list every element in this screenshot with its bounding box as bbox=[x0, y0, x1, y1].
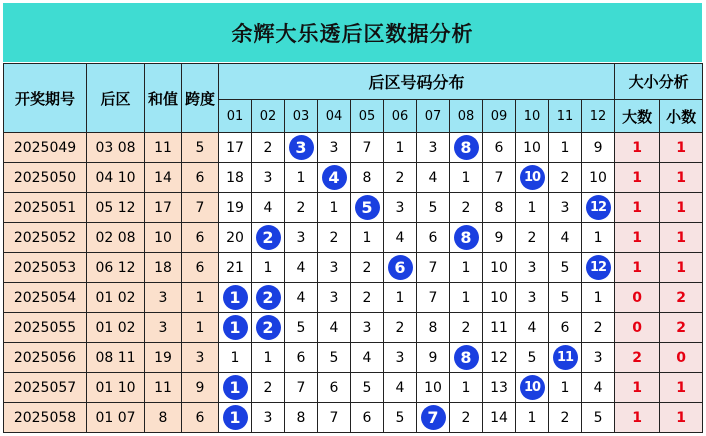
header-number-07: 07 bbox=[417, 100, 450, 133]
omission-cell: 6 bbox=[318, 373, 351, 403]
table-row bbox=[4, 193, 703, 223]
table-row bbox=[4, 343, 703, 373]
hit-cell bbox=[417, 403, 450, 433]
omission-cell: 4 bbox=[384, 223, 417, 253]
big-count-cell: 0 bbox=[615, 313, 660, 343]
sum-cell: 11 bbox=[145, 373, 182, 403]
hit-ball: 2 bbox=[256, 225, 281, 250]
span-cell: 9 bbox=[182, 373, 219, 403]
hit-cell bbox=[450, 223, 483, 253]
small-count-cell: 2 bbox=[660, 283, 703, 313]
table-row bbox=[4, 313, 703, 343]
small-count-cell: 1 bbox=[660, 193, 703, 223]
header-sum: 和值 bbox=[145, 64, 182, 133]
omission-cell: 3 bbox=[417, 133, 450, 163]
sum-cell: 14 bbox=[145, 163, 182, 193]
header-back: 后区 bbox=[87, 64, 145, 133]
omission-cell: 3 bbox=[318, 283, 351, 313]
omission-cell: 2 bbox=[450, 193, 483, 223]
omission-cell: 10 bbox=[483, 283, 516, 313]
omission-cell: 4 bbox=[384, 373, 417, 403]
sum-cell: 11 bbox=[145, 133, 182, 163]
table-row bbox=[4, 403, 703, 433]
omission-cell: 2 bbox=[252, 133, 285, 163]
omission-cell: 2 bbox=[285, 193, 318, 223]
small-count-cell: 1 bbox=[660, 253, 703, 283]
small-count-cell: 1 bbox=[660, 373, 703, 403]
period-cell: 2025055 bbox=[4, 313, 87, 343]
big-count-cell: 1 bbox=[615, 133, 660, 163]
omission-cell: 10 bbox=[483, 253, 516, 283]
omission-cell: 2 bbox=[384, 313, 417, 343]
omission-cell: 8 bbox=[483, 193, 516, 223]
omission-cell: 3 bbox=[351, 313, 384, 343]
omission-cell: 1 bbox=[384, 133, 417, 163]
hit-ball: 11 bbox=[553, 345, 578, 370]
hit-cell bbox=[516, 373, 549, 403]
omission-cell: 6 bbox=[417, 223, 450, 253]
hit-ball: 4 bbox=[322, 165, 347, 190]
omission-cell: 1 bbox=[516, 403, 549, 433]
omission-cell: 12 bbox=[483, 343, 516, 373]
omission-cell: 5 bbox=[549, 253, 582, 283]
hit-ball: 8 bbox=[454, 345, 479, 370]
hit-cell bbox=[582, 193, 615, 223]
omission-cell: 3 bbox=[318, 133, 351, 163]
period-cell: 2025056 bbox=[4, 343, 87, 373]
back-numbers-cell: 01 10 bbox=[87, 373, 145, 403]
omission-cell: 3 bbox=[252, 403, 285, 433]
omission-cell: 2 bbox=[549, 163, 582, 193]
period-cell: 2025049 bbox=[4, 133, 87, 163]
omission-cell: 3 bbox=[285, 223, 318, 253]
omission-cell: 7 bbox=[351, 133, 384, 163]
period-cell: 2025050 bbox=[4, 163, 87, 193]
omission-cell: 7 bbox=[318, 403, 351, 433]
omission-cell: 5 bbox=[549, 283, 582, 313]
hit-ball: 6 bbox=[388, 255, 413, 280]
back-numbers-cell: 01 02 bbox=[87, 283, 145, 313]
big-count-cell: 1 bbox=[615, 403, 660, 433]
omission-cell: 20 bbox=[219, 223, 252, 253]
omission-cell: 1 bbox=[351, 223, 384, 253]
omission-cell: 1 bbox=[219, 343, 252, 373]
back-numbers-cell: 01 07 bbox=[87, 403, 145, 433]
omission-cell: 4 bbox=[252, 193, 285, 223]
back-numbers-cell: 06 12 bbox=[87, 253, 145, 283]
sum-cell: 17 bbox=[145, 193, 182, 223]
omission-cell: 6 bbox=[351, 403, 384, 433]
omission-cell: 4 bbox=[285, 253, 318, 283]
omission-cell: 1 bbox=[549, 373, 582, 403]
table-row bbox=[4, 133, 703, 163]
omission-cell: 4 bbox=[318, 313, 351, 343]
omission-cell: 14 bbox=[483, 403, 516, 433]
header-number-04: 04 bbox=[318, 100, 351, 133]
omission-cell: 2 bbox=[450, 313, 483, 343]
omission-cell: 1 bbox=[582, 283, 615, 313]
small-count-cell: 1 bbox=[660, 403, 703, 433]
hit-cell bbox=[450, 343, 483, 373]
span-cell: 6 bbox=[182, 163, 219, 193]
span-cell: 6 bbox=[182, 403, 219, 433]
table-row bbox=[4, 373, 703, 403]
small-count-cell: 0 bbox=[660, 343, 703, 373]
header-span: 跨度 bbox=[182, 64, 219, 133]
big-count-cell: 1 bbox=[615, 193, 660, 223]
big-count-cell: 1 bbox=[615, 223, 660, 253]
hit-cell bbox=[252, 223, 285, 253]
omission-cell: 1 bbox=[450, 163, 483, 193]
omission-cell: 5 bbox=[384, 403, 417, 433]
omission-cell: 9 bbox=[417, 343, 450, 373]
back-numbers-cell: 08 11 bbox=[87, 343, 145, 373]
span-cell: 6 bbox=[182, 223, 219, 253]
omission-cell: 6 bbox=[549, 313, 582, 343]
small-count-cell: 2 bbox=[660, 313, 703, 343]
omission-cell: 7 bbox=[483, 163, 516, 193]
omission-cell: 3 bbox=[318, 253, 351, 283]
sum-cell: 8 bbox=[145, 403, 182, 433]
hit-cell bbox=[219, 373, 252, 403]
omission-cell: 4 bbox=[351, 343, 384, 373]
span-cell: 6 bbox=[182, 253, 219, 283]
table-row bbox=[4, 283, 703, 313]
omission-cell: 4 bbox=[417, 163, 450, 193]
header-number-01: 01 bbox=[219, 100, 252, 133]
omission-cell: 3 bbox=[549, 193, 582, 223]
hit-ball: 1 bbox=[223, 375, 248, 400]
hit-ball: 7 bbox=[421, 405, 446, 430]
hit-ball: 2 bbox=[256, 285, 281, 310]
omission-cell: 11 bbox=[483, 313, 516, 343]
back-numbers-cell: 02 08 bbox=[87, 223, 145, 253]
header-number-12: 12 bbox=[582, 100, 615, 133]
header-small: 小数 bbox=[660, 100, 703, 133]
table-row bbox=[4, 223, 703, 253]
omission-cell: 2 bbox=[351, 253, 384, 283]
omission-cell: 4 bbox=[582, 373, 615, 403]
header-number-11: 11 bbox=[549, 100, 582, 133]
hit-ball: 5 bbox=[355, 195, 380, 220]
omission-cell: 6 bbox=[483, 133, 516, 163]
big-count-cell: 2 bbox=[615, 343, 660, 373]
omission-cell: 3 bbox=[516, 253, 549, 283]
hit-ball: 3 bbox=[289, 135, 314, 160]
omission-cell: 2 bbox=[384, 163, 417, 193]
omission-cell: 1 bbox=[549, 133, 582, 163]
omission-cell: 1 bbox=[252, 343, 285, 373]
big-count-cell: 1 bbox=[615, 253, 660, 283]
hit-ball: 12 bbox=[586, 255, 611, 280]
omission-cell: 4 bbox=[516, 313, 549, 343]
omission-cell: 4 bbox=[285, 283, 318, 313]
small-count-cell: 1 bbox=[660, 163, 703, 193]
hit-cell bbox=[252, 313, 285, 343]
back-zone-table bbox=[3, 63, 703, 433]
back-numbers-cell: 04 10 bbox=[87, 163, 145, 193]
hit-ball: 8 bbox=[454, 225, 479, 250]
omission-cell: 5 bbox=[285, 313, 318, 343]
omission-cell: 5 bbox=[516, 343, 549, 373]
period-cell: 2025054 bbox=[4, 283, 87, 313]
omission-cell: 5 bbox=[417, 193, 450, 223]
omission-cell: 8 bbox=[351, 163, 384, 193]
header-big: 大数 bbox=[615, 100, 660, 133]
period-cell: 2025058 bbox=[4, 403, 87, 433]
omission-cell: 3 bbox=[582, 343, 615, 373]
hit-ball: 1 bbox=[223, 315, 248, 340]
hit-ball: 1 bbox=[223, 285, 248, 310]
omission-cell: 5 bbox=[351, 373, 384, 403]
omission-cell: 2 bbox=[549, 403, 582, 433]
header-number-10: 10 bbox=[516, 100, 549, 133]
omission-cell: 10 bbox=[417, 373, 450, 403]
sum-cell: 10 bbox=[145, 223, 182, 253]
hit-ball: 8 bbox=[454, 135, 479, 160]
span-cell: 7 bbox=[182, 193, 219, 223]
omission-cell: 17 bbox=[219, 133, 252, 163]
omission-cell: 1 bbox=[252, 253, 285, 283]
span-cell: 3 bbox=[182, 343, 219, 373]
hit-cell bbox=[219, 283, 252, 313]
period-cell: 2025051 bbox=[4, 193, 87, 223]
hit-ball: 2 bbox=[256, 315, 281, 340]
sum-cell: 3 bbox=[145, 313, 182, 343]
hit-cell bbox=[582, 253, 615, 283]
omission-cell: 3 bbox=[384, 343, 417, 373]
back-numbers-cell: 05 12 bbox=[87, 193, 145, 223]
omission-cell: 7 bbox=[417, 253, 450, 283]
omission-cell: 1 bbox=[318, 193, 351, 223]
omission-cell: 7 bbox=[417, 283, 450, 313]
header-period: 开奖期号 bbox=[4, 64, 87, 133]
page-title: 余辉大乐透后区数据分析 bbox=[3, 3, 702, 62]
table-row bbox=[4, 163, 703, 193]
omission-cell: 10 bbox=[516, 133, 549, 163]
header-distribution: 后区号码分布 bbox=[219, 64, 615, 100]
omission-cell: 13 bbox=[483, 373, 516, 403]
hit-ball: 12 bbox=[586, 195, 611, 220]
omission-cell: 21 bbox=[219, 253, 252, 283]
hit-cell bbox=[384, 253, 417, 283]
omission-cell: 2 bbox=[516, 223, 549, 253]
big-count-cell: 1 bbox=[615, 163, 660, 193]
hit-ball: 10 bbox=[520, 165, 545, 190]
hit-cell bbox=[351, 193, 384, 223]
omission-cell: 9 bbox=[582, 133, 615, 163]
omission-cell: 2 bbox=[450, 403, 483, 433]
period-cell: 2025057 bbox=[4, 373, 87, 403]
omission-cell: 3 bbox=[384, 193, 417, 223]
back-numbers-cell: 03 08 bbox=[87, 133, 145, 163]
omission-cell: 10 bbox=[582, 163, 615, 193]
omission-cell: 3 bbox=[252, 163, 285, 193]
omission-cell: 19 bbox=[219, 193, 252, 223]
omission-cell: 1 bbox=[450, 373, 483, 403]
omission-cell: 2 bbox=[582, 313, 615, 343]
header-number-02: 02 bbox=[252, 100, 285, 133]
hit-cell bbox=[219, 313, 252, 343]
omission-cell: 9 bbox=[483, 223, 516, 253]
table-row bbox=[4, 253, 703, 283]
small-count-cell: 1 bbox=[660, 223, 703, 253]
period-cell: 2025053 bbox=[4, 253, 87, 283]
omission-cell: 2 bbox=[252, 373, 285, 403]
big-count-cell: 1 bbox=[615, 373, 660, 403]
omission-cell: 5 bbox=[318, 343, 351, 373]
big-count-cell: 0 bbox=[615, 283, 660, 313]
header-number-08: 08 bbox=[450, 100, 483, 133]
hit-ball: 1 bbox=[223, 405, 248, 430]
small-count-cell: 1 bbox=[660, 133, 703, 163]
hit-cell bbox=[285, 133, 318, 163]
header-size: 大小分析 bbox=[615, 64, 703, 100]
omission-cell: 4 bbox=[549, 223, 582, 253]
analysis-panel bbox=[3, 3, 702, 433]
span-cell: 5 bbox=[182, 133, 219, 163]
omission-cell: 1 bbox=[582, 223, 615, 253]
omission-cell: 5 bbox=[582, 403, 615, 433]
sum-cell: 3 bbox=[145, 283, 182, 313]
omission-cell: 8 bbox=[417, 313, 450, 343]
omission-cell: 1 bbox=[384, 283, 417, 313]
omission-cell: 7 bbox=[285, 373, 318, 403]
header-number-09: 09 bbox=[483, 100, 516, 133]
hit-ball: 10 bbox=[520, 375, 545, 400]
hit-cell bbox=[318, 163, 351, 193]
omission-cell: 18 bbox=[219, 163, 252, 193]
header-number-06: 06 bbox=[384, 100, 417, 133]
hit-cell bbox=[516, 163, 549, 193]
back-numbers-cell: 01 02 bbox=[87, 313, 145, 343]
hit-cell bbox=[549, 343, 582, 373]
span-cell: 1 bbox=[182, 313, 219, 343]
span-cell: 1 bbox=[182, 283, 219, 313]
sum-cell: 19 bbox=[145, 343, 182, 373]
omission-cell: 1 bbox=[450, 283, 483, 313]
hit-cell bbox=[450, 133, 483, 163]
sum-cell: 18 bbox=[145, 253, 182, 283]
omission-cell: 1 bbox=[450, 253, 483, 283]
omission-cell: 1 bbox=[516, 193, 549, 223]
omission-cell: 8 bbox=[285, 403, 318, 433]
period-cell: 2025052 bbox=[4, 223, 87, 253]
hit-cell bbox=[219, 403, 252, 433]
omission-cell: 2 bbox=[351, 283, 384, 313]
omission-cell: 3 bbox=[516, 283, 549, 313]
omission-cell: 1 bbox=[285, 163, 318, 193]
header-number-05: 05 bbox=[351, 100, 384, 133]
hit-cell bbox=[252, 283, 285, 313]
omission-cell: 6 bbox=[285, 343, 318, 373]
omission-cell: 2 bbox=[318, 223, 351, 253]
header-number-03: 03 bbox=[285, 100, 318, 133]
